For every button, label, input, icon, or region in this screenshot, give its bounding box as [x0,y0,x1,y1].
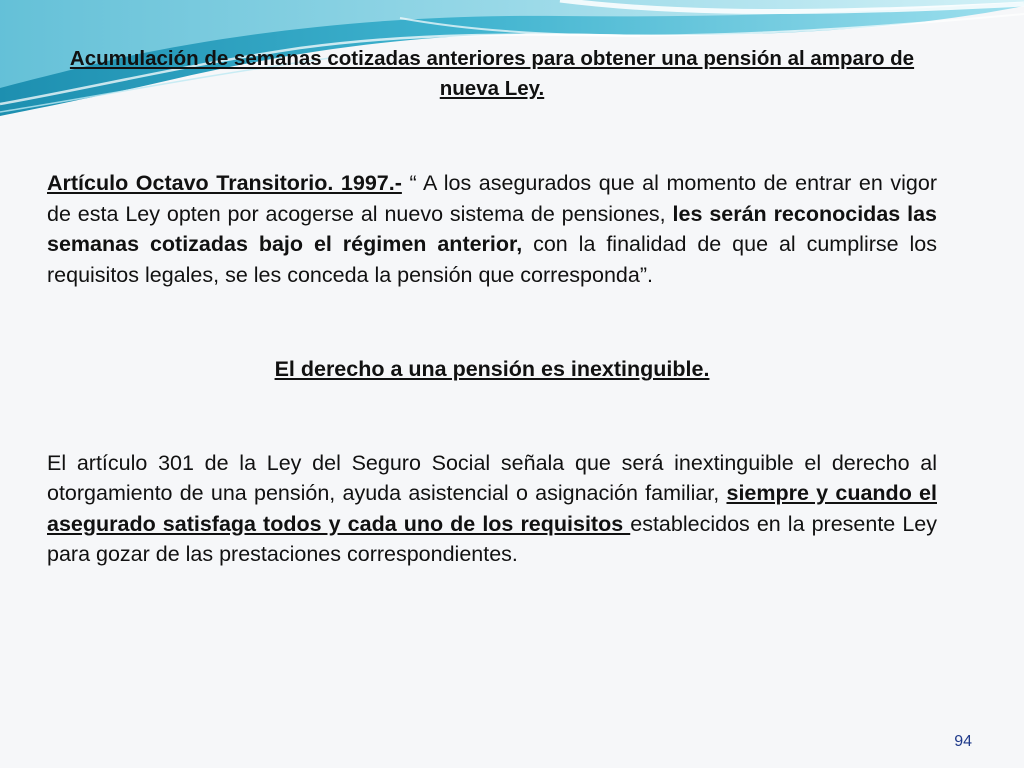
page-number: 94 [954,733,972,750]
article-heading: Artículo Octavo Transitorio. 1997.- [47,171,402,195]
article-paragraph [47,168,937,290]
article-text-start: “ A los asegurados que al momento de entrar en vigor de esta Ley opten por acogerse al nuevo sistema de pensiones, [47,171,937,226]
section-subheading: El derecho a una pensión es inextinguible. [274,357,710,381]
article-text-end: con la finalidad de que al cumplirse los requisitos legales, se les conceda la pensión que corresponda”. [47,232,937,287]
article-text-bold: les serán reconocidas las semanas cotizadas bajo el régimen anterior, [47,201,937,256]
explanation-text-start: El artículo 301 de la Ley del Seguro Social señala que será inextinguible el derecho al otorgamiento de una pensión, ayuda asistencial o asignación familiar, [47,450,937,505]
explanation-text-bold: siempre y cuando el asegurado satisfaga todos y cada uno de los requisitos [47,481,937,536]
explanation-paragraph [47,448,937,570]
slide-title: Acumulación de semanas cotizadas anteriores para obtener una pensión al amparo de nueva Ley. [69,47,915,100]
explanation-text-end: establecidos en la presente Ley para gozar de las prestaciones correspondientes. [47,511,937,566]
slide-content [47,44,937,570]
